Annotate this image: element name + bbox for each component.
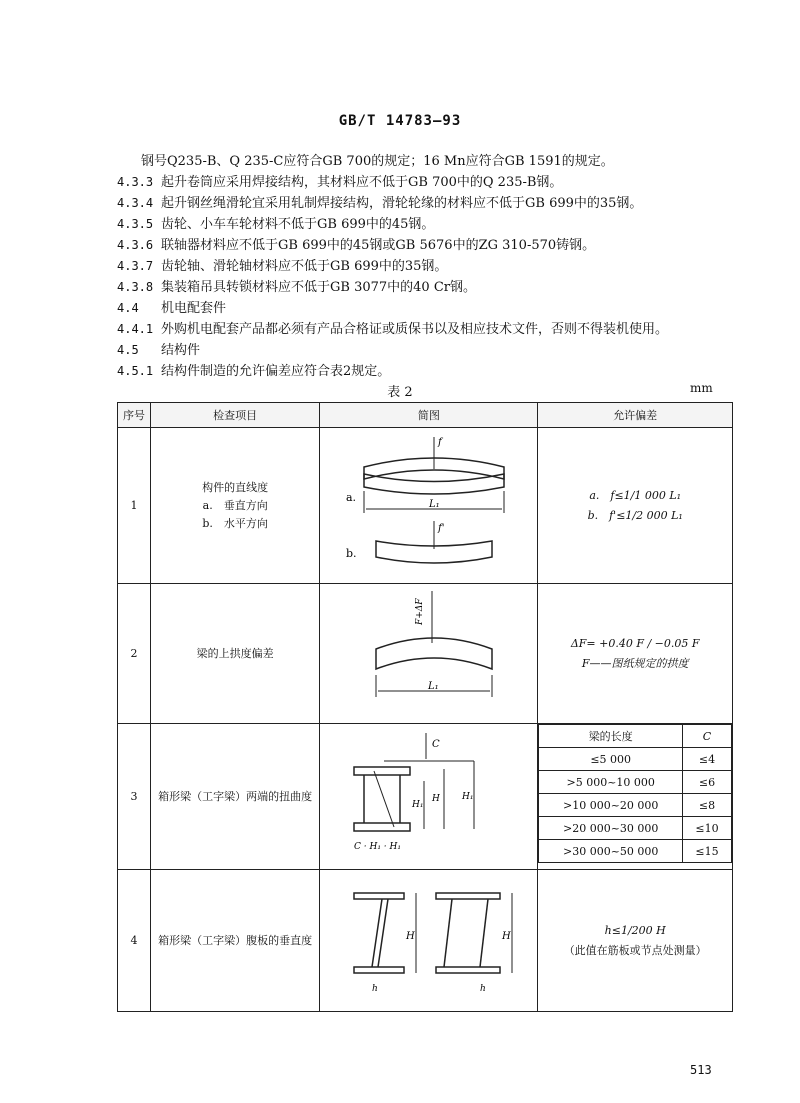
page-number: 513 [690, 1063, 712, 1077]
tolerance-table [117, 402, 733, 1012]
svg-text:H: H [405, 931, 415, 942]
text-line-2: 4.3.4 起升钢丝绳滑轮宜采用轧制焊接结构，滑轮轮缘的材料应不低于GB 699中的35钢。 [117, 196, 643, 211]
svg-text:C · H₁ · H₁: C · H₁ · H₁ [353, 842, 401, 852]
row-number: 4 [118, 870, 151, 1012]
camber-diagram [320, 584, 538, 724]
text-line-8: 4.4.1 外购机电配套产品都必须有产品合格证或质保书以及相应技术文件，否则不得装机使用。 [117, 322, 669, 337]
row-item: 构件的直线度 a. 垂直方向 b. 水平方向 [150, 428, 320, 584]
svg-text:f': f' [437, 523, 445, 534]
section-heading-4-4: 4.4 机电配套件 [117, 301, 227, 316]
svg-text:L₁: L₁ [428, 499, 440, 510]
svg-text:H: H [501, 931, 511, 942]
svg-text:a.: a. [345, 491, 356, 504]
svg-text:F+ΔF: F+ΔF [414, 598, 425, 625]
text-line-10: 4.5.1 结构件制造的允许偏差应符合表2规定。 [117, 364, 391, 379]
row-tolerance: h≤1/200 H （此值在筋板或节点处测量） [538, 870, 733, 1012]
row-item: 箱形梁（工字梁）腹板的垂直度 [150, 870, 320, 1012]
row-number: 2 [118, 584, 151, 724]
text-line-5: 4.3.7 齿轮轴、滑轮轴材料应不低于GB 699中的35钢。 [117, 259, 448, 274]
header-item: 检查项目 [150, 403, 320, 428]
svg-text:f: f [437, 437, 442, 448]
table-header-row [118, 403, 733, 428]
table-row [118, 428, 733, 584]
table-caption: 表 2 [387, 385, 413, 400]
table-unit: mm [690, 381, 713, 395]
text-line-1: 4.3.3 起升卷筒应采用焊接结构，其材料应不低于GB 700中的Q 235-B钢。 [117, 175, 563, 190]
twist-diagram [320, 724, 538, 870]
text-line-3: 4.3.5 齿轮、小车车轮材料不低于GB 699中的45钢。 [117, 217, 435, 232]
page-header: GB/T 14783—93 [338, 113, 462, 129]
svg-text:L₁: L₁ [427, 681, 439, 692]
twist-tolerance-subtable: 梁的长度 C ≤5 000 ≤4 >5 000~10 000 ≤6 >10 000~20 000 ≤8 >20 000~30 000 ≤10 >30 000~50 000 ≤15 [538, 724, 733, 870]
svg-text:b.: b. [345, 547, 357, 560]
svg-text:H₁: H₁ [461, 792, 474, 802]
svg-text:C: C [431, 739, 440, 750]
text-line-4: 4.3.6 联轴器材料应不低于GB 699中的45钢或GB 5676中的ZG 310-570铸钢。 [117, 238, 596, 253]
section-heading-4-5: 4.5 结构件 [117, 343, 201, 358]
row-tolerance: a. f≤1/1 000 L₁ b. f'≤1/2 000 L₁ [538, 428, 733, 584]
row-tolerance: ΔF= +0.40 F / −0.05 F F——图纸规定的拱度 [538, 584, 733, 724]
svg-text:h: h [371, 984, 378, 994]
row-number: 3 [118, 724, 151, 870]
header-no: 序号 [118, 403, 151, 428]
web-verticality-diagram [320, 870, 538, 1012]
header-diagram: 简图 [320, 403, 538, 428]
row-number: 1 [118, 428, 151, 584]
row-item: 梁的上拱度偏差 [150, 584, 320, 724]
svg-text:H₁: H₁ [411, 800, 424, 810]
header-tolerance: 允许偏差 [538, 403, 733, 428]
straightness-diagram [320, 428, 538, 584]
svg-text:h: h [479, 984, 486, 994]
svg-text:H: H [431, 794, 440, 804]
row-item: 箱形梁（工字梁）两端的扭曲度 [150, 724, 320, 870]
text-line-6: 4.3.8 集装箱吊具转锁材料应不低于GB 3077中的40 Cr钢。 [117, 280, 476, 295]
text-line-0: 钢号Q235-B、Q 235-C应符合GB 700的规定；16 Mn应符合GB 1591的规定。 [141, 154, 614, 169]
table-row [118, 870, 733, 1012]
table-row [118, 724, 733, 870]
table-row [118, 584, 733, 724]
